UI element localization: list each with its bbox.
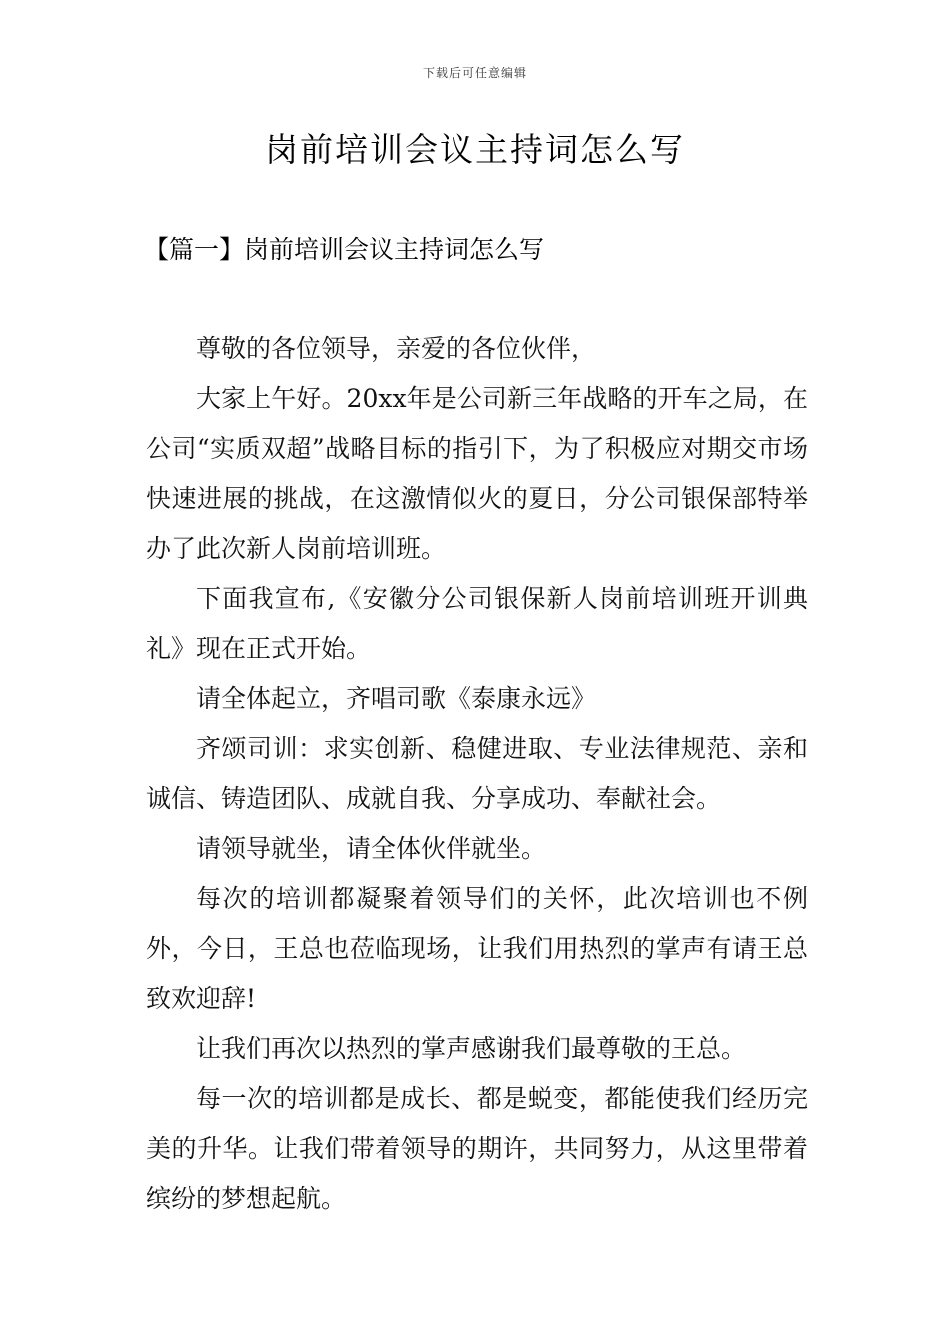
header-note: 下载后可任意编辑 xyxy=(422,66,527,80)
paragraph-closing: 每一次的培训都是成长、都是蜕变，都能使我们经历完美的升华。让我们带着领导的期许，共同努力，从这里带着缤纷的梦想起航。 xyxy=(146,1084,808,1213)
document-title: 岗前培训会议主持词怎么写 xyxy=(265,130,685,169)
paragraph-announcement: 下面我宣布,《安徽分公司银保新人岗前培训班开训典礼》现在正式开始。 xyxy=(146,584,808,663)
paragraph-be-seated: 请领导就坐，请全体伙伴就坐。 xyxy=(196,834,547,863)
paragraph-greeting: 尊敬的各位领导，亲爱的各位伙伴， xyxy=(196,334,597,363)
paragraph-company-song: 请全体起立，齐唱司歌《泰康永远》 xyxy=(196,684,597,713)
document-body xyxy=(146,324,808,1224)
section-heading: 【篇一】岗前培训会议主持词怎么写 xyxy=(144,235,545,264)
paragraph-company-motto: 齐颂司训：求实创新、稳健进取、专业法律规范、亲和诚信、铸造团队、成就自我、分享成功、奉献社会。 xyxy=(146,734,808,813)
paragraph-opening: 大家上午好。20xx年是公司新三年战略的开车之局，在公司“实质双超”战略目标的指引下，为了积极应对期交市场快速进展的挑战，在这激情似火的夏日，分公司银保部特举办了此次新人岗前培训班。 xyxy=(146,384,808,563)
paragraph-thanks: 让我们再次以热烈的掌声感谢我们最尊敬的王总。 xyxy=(196,1034,747,1063)
paragraph-welcome-speech: 每次的培训都凝聚着领导们的关怀，此次培训也不例外，今日，王总也莅临现场，让我们用热烈的掌声有请王总致欢迎辞! xyxy=(146,884,808,1013)
